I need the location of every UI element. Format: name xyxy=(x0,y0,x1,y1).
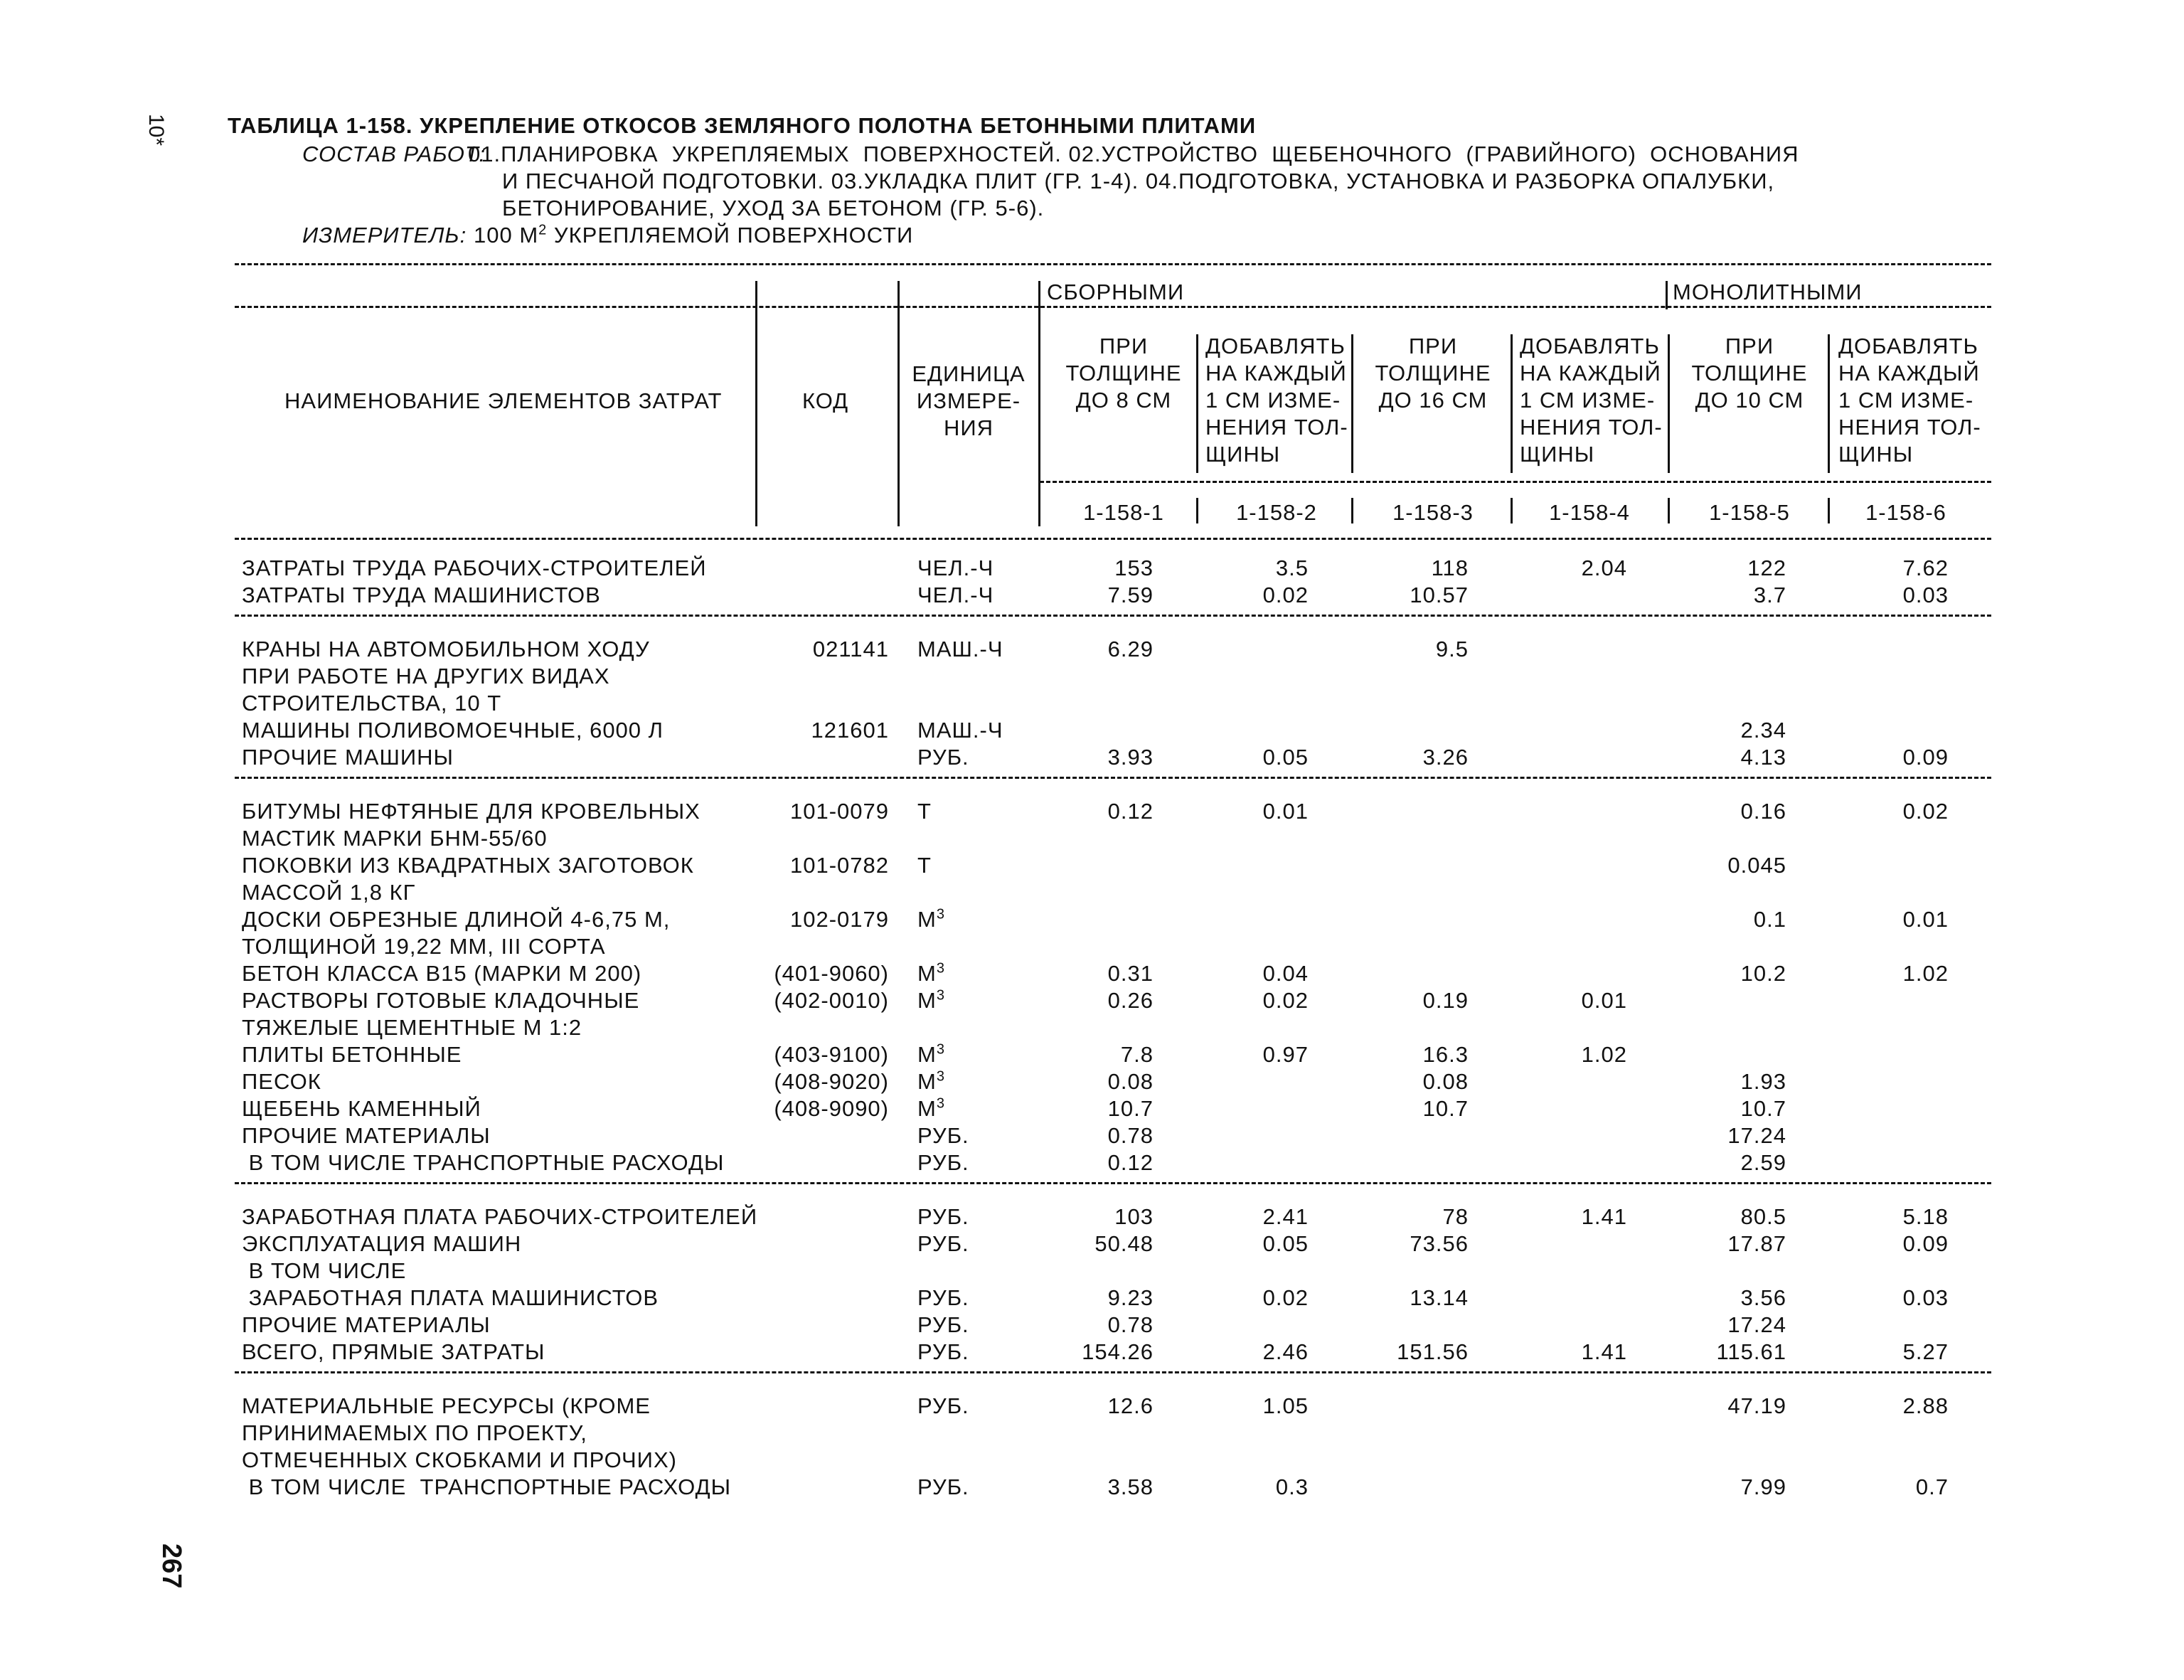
row-value-col-4: 1.41 xyxy=(1581,1204,1627,1229)
row-value-col-6: 7.62 xyxy=(1902,555,1949,580)
header-name-column: НАИМЕНОВАНИЕ ЭЛЕМЕНТОВ ЗАТРАТ xyxy=(284,388,723,413)
header-code-4: 1-158-4 xyxy=(1549,500,1630,525)
header-divider-c6 xyxy=(1828,334,1830,473)
row-name: ОТМЕЧЕННЫХ СКОБКАМИ И ПРОЧИХ) xyxy=(242,1447,677,1472)
row-value-col-6: 0.09 xyxy=(1902,1231,1949,1256)
row-unit: $М^3$ xyxy=(917,960,945,986)
header-divider-c4 xyxy=(1511,334,1513,473)
row-name: МАТЕРИАЛЬНЫЕ РЕСУРСЫ (КРОМЕ xyxy=(242,1393,651,1418)
header-col1-line-3: ДО 8 СМ xyxy=(1075,388,1172,413)
row-value-col-3: 0.19 xyxy=(1422,988,1469,1013)
page-number: 267 xyxy=(156,1543,186,1589)
row-value-col-1: 0.08 xyxy=(1107,1069,1154,1094)
row-name: В ТОМ ЧИСЛЕ ТРАНСПОРТНЫЕ РАСХОДЫ xyxy=(242,1150,725,1175)
row-name: ПРОЧИЕ МАТЕРИАЛЫ xyxy=(242,1312,491,1337)
row-value-col-2: 0.02 xyxy=(1262,1285,1309,1310)
header-divider-group2 xyxy=(1666,281,1668,309)
header-divider-1 xyxy=(755,281,757,526)
header-col6-line-5: ЩИНЫ xyxy=(1838,442,1914,467)
header-col6-line-1: ДОБАВЛЯТЬ xyxy=(1838,334,1978,358)
row-name: ПРОЧИЕ МАШИНЫ xyxy=(242,745,454,770)
row-value-col-3: 118 xyxy=(1431,555,1469,580)
row-value-col-1: 7.8 xyxy=(1120,1042,1154,1067)
row-value-col-2: 0.01 xyxy=(1262,799,1309,824)
composition-label: СОСТАВ РАБОТ: xyxy=(302,142,486,166)
section-separator xyxy=(235,615,1991,617)
row-unit: РУБ. xyxy=(917,1474,969,1499)
row-unit: $М^3$ xyxy=(917,1041,945,1067)
row-code: (402-0010) xyxy=(774,988,889,1013)
header-col2-line-4: НЕНИЯ ТОЛ- xyxy=(1205,415,1348,440)
row-value-col-5: 122 xyxy=(1747,555,1786,580)
row-value-col-1: 0.78 xyxy=(1107,1123,1154,1148)
header-col5-line-1: ПРИ xyxy=(1725,334,1774,358)
header-col4-line-2: НА КАЖДЫЙ xyxy=(1520,361,1661,386)
row-unit: ЧЕЛ.-Ч xyxy=(917,555,994,580)
row-name: ТЯЖЕЛЫЕ ЦЕМЕНТНЫЕ М 1:2 xyxy=(242,1015,582,1040)
section-separator xyxy=(235,1182,1991,1184)
row-value-col-1: 7.59 xyxy=(1107,583,1154,607)
row-unit: ЧЕЛ.-Ч xyxy=(917,583,994,607)
row-value-col-2: 0.02 xyxy=(1262,583,1309,607)
row-name: ПРОЧИЕ МАТЕРИАЛЫ xyxy=(242,1123,491,1148)
row-value-col-1: 3.93 xyxy=(1107,745,1154,770)
row-unit: РУБ. xyxy=(917,1150,969,1175)
row-value-col-5: 17.87 xyxy=(1727,1231,1786,1256)
row-value-col-6: 5.18 xyxy=(1902,1204,1949,1229)
row-value-col-3: 10.7 xyxy=(1422,1096,1469,1121)
code-divider-5 xyxy=(1668,498,1670,523)
row-value-col-1: 3.58 xyxy=(1107,1474,1154,1499)
header-col3-line-2: ТОЛЩИНЕ xyxy=(1375,361,1491,386)
row-unit: Т xyxy=(917,799,932,824)
header-col5-line-2: ТОЛЩИНЕ xyxy=(1691,361,1808,386)
row-unit: $М^3$ xyxy=(917,987,945,1013)
composition-line-3: БЕТОНИРОВАНИЕ, УХОД ЗА БЕТОНОМ (ГР. 5-6). xyxy=(502,196,1045,220)
row-value-col-5: 17.24 xyxy=(1727,1312,1786,1337)
header-col2-line-2: НА КАЖДЫЙ xyxy=(1205,361,1347,386)
row-unit: $М^3$ xyxy=(917,1095,945,1121)
row-value-col-2: 0.02 xyxy=(1262,988,1309,1013)
row-unit: РУБ. xyxy=(917,1339,969,1364)
row-value-col-1: 0.12 xyxy=(1107,1150,1154,1175)
row-value-col-1: 154.26 xyxy=(1082,1339,1154,1364)
row-name: БИТУМЫ НЕФТЯНЫЕ ДЛЯ КРОВЕЛЬНЫХ xyxy=(242,799,701,824)
row-value-col-1: 0.26 xyxy=(1107,988,1154,1013)
row-value-col-5: 2.34 xyxy=(1740,718,1786,743)
header-col1-line-1: ПРИ xyxy=(1099,334,1149,358)
header-rule-top xyxy=(235,306,1991,308)
header-col6-line-2: НА КАЖДЫЙ xyxy=(1838,361,1980,386)
header-col2-line-1: ДОБАВЛЯТЬ xyxy=(1205,334,1346,358)
row-value-col-2: 2.46 xyxy=(1262,1339,1309,1364)
row-code: 021141 xyxy=(812,637,889,661)
row-name: ТОЛЩИНОЙ 19,22 ММ, III СОРТА xyxy=(242,934,606,959)
row-name: ПРИНИМАЕМЫХ ПО ПРОЕКТУ, xyxy=(242,1420,587,1445)
row-unit: РУБ. xyxy=(917,1231,969,1256)
row-name: РАСТВОРЫ ГОТОВЫЕ КЛАДОЧНЫЕ xyxy=(242,988,640,1013)
row-name: ЗАТРАТЫ ТРУДА РАБОЧИХ-СТРОИТЕЛЕЙ xyxy=(242,555,707,580)
row-value-col-1: 6.29 xyxy=(1107,637,1154,661)
header-divider-c5 xyxy=(1668,334,1670,473)
row-value-col-3: 3.26 xyxy=(1422,745,1469,770)
row-value-col-6: 0.7 xyxy=(1915,1474,1949,1499)
row-name: ЭКСПЛУАТАЦИЯ МАШИН xyxy=(242,1231,522,1256)
row-value-col-4: 2.04 xyxy=(1581,555,1627,580)
row-name: ВСЕГО, ПРЯМЫЕ ЗАТРАТЫ xyxy=(242,1339,545,1364)
header-col3-line-3: ДО 16 СМ xyxy=(1378,388,1488,413)
composition-line-1: 01.ПЛАНИРОВКА УКРЕПЛЯЕМЫХ ПОВЕРХНОСТЕЙ. 02.УСТРОЙСТВО ЩЕБЕНОЧНОГО (ГРАВИЙНОГО) ОСНОВАНИЯ xyxy=(468,142,1799,166)
row-value-col-5: 10.2 xyxy=(1740,961,1786,986)
row-value-col-4: 0.01 xyxy=(1581,988,1627,1013)
row-value-col-5: 2.59 xyxy=(1740,1150,1786,1175)
header-col5-line-3: ДО 10 СМ xyxy=(1695,388,1804,413)
row-unit: МАШ.-Ч xyxy=(917,718,1003,743)
row-code: (408-9090) xyxy=(774,1096,889,1121)
row-value-col-1: 12.6 xyxy=(1107,1393,1154,1418)
row-value-col-3: 16.3 xyxy=(1422,1042,1469,1067)
header-col4-line-1: ДОБАВЛЯТЬ xyxy=(1520,334,1660,358)
row-value-col-5: 0.16 xyxy=(1740,799,1786,824)
row-value-col-5: 10.7 xyxy=(1740,1096,1786,1121)
meter-label: ИЗМЕРИТЕЛЬ: xyxy=(302,223,467,248)
row-name: В ТОМ ЧИСЛЕ ТРАНСПОРТНЫЕ РАСХОДЫ xyxy=(242,1474,732,1499)
row-value-col-5: 47.19 xyxy=(1727,1393,1786,1418)
row-value-col-5: 1.93 xyxy=(1740,1069,1786,1094)
header-divider-c3 xyxy=(1351,334,1353,473)
margin-mark-top: 10* xyxy=(144,114,168,147)
header-codes-rule xyxy=(1040,481,1991,483)
code-divider-6 xyxy=(1828,498,1830,523)
header-unit-line-1: ЕДИНИЦА xyxy=(912,361,1026,386)
row-unit: РУБ. xyxy=(917,745,969,770)
row-name: МАССОЙ 1,8 КГ xyxy=(242,880,416,905)
row-value-col-6: 0.01 xyxy=(1902,907,1949,932)
header-code-5: 1-158-5 xyxy=(1709,500,1790,525)
header-col4-line-4: НЕНИЯ ТОЛ- xyxy=(1520,415,1663,440)
table-top-rule xyxy=(235,263,1991,265)
row-value-col-2: 0.05 xyxy=(1262,1231,1309,1256)
row-name: ПЛИТЫ БЕТОННЫЕ xyxy=(242,1042,462,1067)
row-name: ПРИ РАБОТЕ НА ДРУГИХ ВИДАХ xyxy=(242,664,610,689)
row-value-col-5: 4.13 xyxy=(1740,745,1786,770)
header-code-3: 1-158-3 xyxy=(1392,500,1474,525)
row-name: КРАНЫ НА АВТОМОБИЛЬНОМ ХОДУ xyxy=(242,637,650,661)
row-value-col-2: 1.05 xyxy=(1262,1393,1309,1418)
row-value-col-2: 0.05 xyxy=(1262,745,1309,770)
header-col4-line-5: ЩИНЫ xyxy=(1520,442,1595,467)
row-value-col-4: 1.02 xyxy=(1581,1042,1627,1067)
row-value-col-5: 80.5 xyxy=(1740,1204,1786,1229)
header-group-monolithic: МОНОЛИТНЫМИ xyxy=(1673,280,1863,304)
row-value-col-2: 0.97 xyxy=(1262,1042,1309,1067)
row-value-col-6: 0.03 xyxy=(1902,583,1949,607)
row-value-col-4: 1.41 xyxy=(1581,1339,1627,1364)
row-value-col-3: 9.5 xyxy=(1435,637,1469,661)
row-value-col-1: 153 xyxy=(1114,555,1154,580)
row-name: МАШИНЫ ПОЛИВОМОЕЧНЫЕ, 6000 Л xyxy=(242,718,664,743)
row-value-col-1: 9.23 xyxy=(1107,1285,1154,1310)
code-divider-4 xyxy=(1511,498,1513,523)
header-code-2: 1-158-2 xyxy=(1236,500,1317,525)
row-value-col-5: 115.61 xyxy=(1716,1339,1786,1364)
row-value-col-1: 0.31 xyxy=(1107,961,1154,986)
row-value-col-3: 0.08 xyxy=(1422,1069,1469,1094)
row-name: СТРОИТЕЛЬСТВА, 10 Т xyxy=(242,691,502,716)
row-unit: МАШ.-Ч xyxy=(917,637,1003,661)
row-unit: Т xyxy=(917,853,932,878)
row-value-col-1: 10.7 xyxy=(1107,1096,1154,1121)
row-unit: $М^3$ xyxy=(917,906,945,932)
row-name: ДОСКИ ОБРЕЗНЫЕ ДЛИНОЙ 4-6,75 М, xyxy=(242,907,671,932)
row-code: (403-9100) xyxy=(774,1042,889,1067)
row-name: ПЕСОК xyxy=(242,1069,321,1094)
row-value-col-2: 3.5 xyxy=(1275,555,1309,580)
header-col1-line-2: ТОЛЩИНЕ xyxy=(1065,361,1182,386)
row-value-col-3: 13.14 xyxy=(1410,1285,1469,1310)
row-code: 121601 xyxy=(811,718,889,743)
section-separator xyxy=(235,777,1991,779)
row-value-col-6: 2.88 xyxy=(1902,1393,1949,1418)
row-unit: РУБ. xyxy=(917,1204,969,1229)
row-name: В ТОМ ЧИСЛЕ xyxy=(242,1258,407,1283)
row-name: МАСТИК МАРКИ БНМ-55/60 xyxy=(242,826,548,851)
row-code: (408-9020) xyxy=(774,1069,889,1094)
row-unit: РУБ. xyxy=(917,1393,969,1418)
header-col2-line-5: ЩИНЫ xyxy=(1205,442,1281,467)
header-unit-line-2: ИЗМЕРЕ- xyxy=(916,388,1021,413)
row-name: БЕТОН КЛАССА В15 (МАРКИ М 200) xyxy=(242,961,642,986)
row-value-col-5: 17.24 xyxy=(1727,1123,1786,1148)
row-value-col-1: 0.12 xyxy=(1107,799,1154,824)
row-value-col-5: 3.7 xyxy=(1753,583,1786,607)
row-value-col-2: 0.04 xyxy=(1262,961,1309,986)
header-unit-line-3: НИЯ xyxy=(943,415,994,440)
row-value-col-3: 73.56 xyxy=(1410,1231,1469,1256)
row-value-col-5: 0.045 xyxy=(1727,853,1786,878)
row-name: ПОКОВКИ ИЗ КВАДРАТНЫХ ЗАГОТОВОК xyxy=(242,853,694,878)
row-value-col-5: 3.56 xyxy=(1740,1285,1786,1310)
row-name: ЩЕБЕНЬ КАМЕННЫЙ xyxy=(242,1096,481,1121)
header-col2-line-3: 1 СМ ИЗМЕ- xyxy=(1205,388,1341,413)
row-unit: РУБ. xyxy=(917,1312,969,1337)
row-value-col-6: 0.03 xyxy=(1902,1285,1949,1310)
section-separator xyxy=(235,1371,1991,1373)
row-value-col-2: 0.3 xyxy=(1275,1474,1309,1499)
composition-line-2: И ПЕСЧАНОЙ ПОДГОТОВКИ. 03.УКЛАДКА ПЛИТ (ГР. 1-4). 04.ПОДГОТОВКА, УСТАНОВКА И РАЗБОРКА ОПАЛУБКИ, xyxy=(502,169,1775,193)
row-name: ЗАТРАТЫ ТРУДА МАШИНИСТОВ xyxy=(242,583,601,607)
header-code-1: 1-158-1 xyxy=(1083,500,1164,525)
row-value-col-6: 1.02 xyxy=(1902,961,1949,986)
row-value-col-1: 0.78 xyxy=(1107,1312,1154,1337)
row-value-col-5: 0.1 xyxy=(1753,907,1786,932)
row-value-col-1: 50.48 xyxy=(1094,1231,1154,1256)
row-value-col-3: 151.56 xyxy=(1397,1339,1469,1364)
row-name: ЗАРАБОТНАЯ ПЛАТА МАШИНИСТОВ xyxy=(242,1285,659,1310)
row-code: 101-0079 xyxy=(789,799,889,824)
row-value-col-3: 78 xyxy=(1442,1204,1469,1229)
row-code: 102-0179 xyxy=(789,907,889,932)
header-col4-line-3: 1 СМ ИЗМЕ- xyxy=(1520,388,1656,413)
row-value-col-1: 103 xyxy=(1114,1204,1154,1229)
row-unit: $М^3$ xyxy=(917,1068,945,1094)
meter-value: 100 $М^2$ УКРЕПЛЯЕМОЙ ПОВЕРХНОСТИ xyxy=(474,222,914,248)
row-value-col-6: 0.02 xyxy=(1902,799,1949,824)
row-value-col-3: 10.57 xyxy=(1410,583,1469,607)
row-value-col-6: 5.27 xyxy=(1902,1339,1949,1364)
header-group-prefab: СБОРНЫМИ xyxy=(1047,280,1185,304)
header-code-6: 1-158-6 xyxy=(1865,500,1946,525)
header-col6-line-3: 1 СМ ИЗМЕ- xyxy=(1838,388,1974,413)
row-code: 101-0782 xyxy=(789,853,889,878)
row-value-col-6: 0.09 xyxy=(1902,745,1949,770)
header-col3-line-1: ПРИ xyxy=(1408,334,1458,358)
header-bottom-rule xyxy=(235,538,1991,540)
row-value-col-5: 7.99 xyxy=(1740,1474,1786,1499)
row-unit: РУБ. xyxy=(917,1123,969,1148)
header-col6-line-4: НЕНИЯ ТОЛ- xyxy=(1838,415,1981,440)
code-divider-3 xyxy=(1351,498,1353,523)
table-title: ТАБЛИЦА 1-158. УКРЕПЛЕНИЕ ОТКОСОВ ЗЕМЛЯНОГО ПОЛОТНА БЕТОННЫМИ ПЛИТАМИ xyxy=(228,113,1257,138)
row-unit: РУБ. xyxy=(917,1285,969,1310)
row-code: (401-9060) xyxy=(774,961,889,986)
row-value-col-2: 2.41 xyxy=(1262,1204,1309,1229)
header-code-column: КОД xyxy=(802,388,849,413)
row-name: ЗАРАБОТНАЯ ПЛАТА РАБОЧИХ-СТРОИТЕЛЕЙ xyxy=(242,1204,758,1229)
